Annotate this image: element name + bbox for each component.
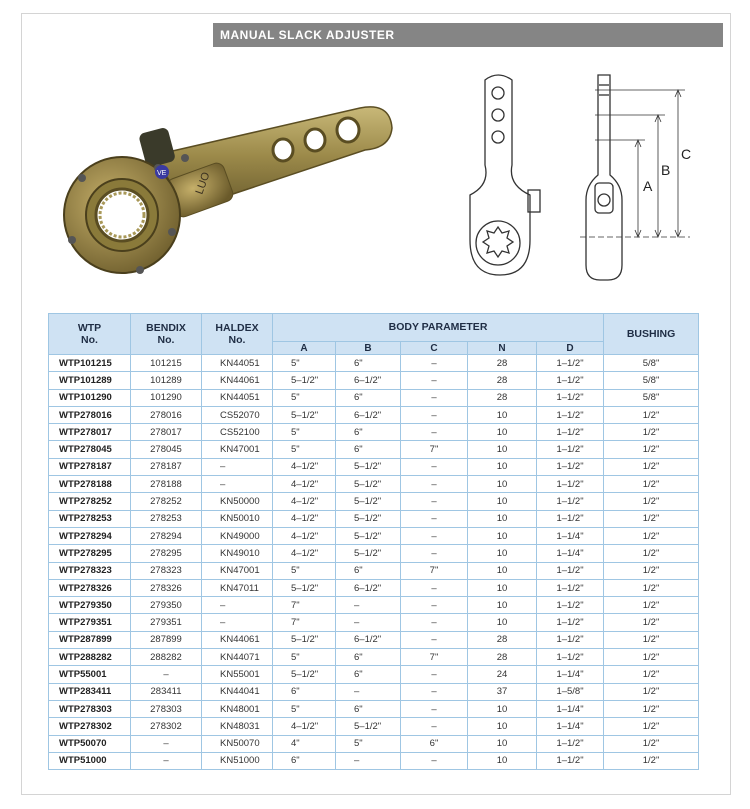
haldex-no: KN44071	[202, 649, 273, 666]
param-c: –	[401, 406, 468, 423]
param-b: 5–1/2"	[336, 510, 401, 527]
bendix-no: 278323	[131, 562, 202, 579]
param-b: 6"	[336, 562, 401, 579]
param-d: 1–1/2"	[537, 458, 604, 475]
haldex-no: KN47001	[202, 441, 273, 458]
haldex-no: KN50010	[202, 510, 273, 527]
param-a: 7"	[273, 614, 336, 631]
wtp-no: WTP278323	[49, 562, 131, 579]
haldex-no: KN48031	[202, 718, 273, 735]
param-d: 1–1/2"	[537, 355, 604, 372]
param-c: –	[401, 545, 468, 562]
param-a: 5"	[273, 389, 336, 406]
param-b: 6"	[336, 389, 401, 406]
sub-header-n: N	[468, 342, 537, 355]
param-n: 10	[468, 700, 537, 717]
wtp-no: WTP278188	[49, 476, 131, 493]
param-c: –	[401, 372, 468, 389]
param-a: 5–1/2"	[273, 372, 336, 389]
haldex-no: KN44051	[202, 389, 273, 406]
col-header-bendix: BENDIX No.	[131, 314, 202, 355]
bushing: 1/2"	[604, 545, 699, 562]
wtp-no: WTP283411	[49, 683, 131, 700]
bendix-no: 279351	[131, 614, 202, 631]
param-d: 1–1/2"	[537, 493, 604, 510]
param-a: 5"	[273, 441, 336, 458]
bendix-no: –	[131, 735, 202, 752]
bendix-no: 278326	[131, 579, 202, 596]
bushing: 1/2"	[604, 406, 699, 423]
param-b: 5–1/2"	[336, 718, 401, 735]
param-d: 1–1/2"	[537, 510, 604, 527]
bushing: 1/2"	[604, 683, 699, 700]
param-d: 1–1/4"	[537, 718, 604, 735]
bendix-no: –	[131, 752, 202, 769]
param-b: 6"	[336, 649, 401, 666]
table-row	[49, 545, 699, 562]
param-c: –	[401, 424, 468, 441]
bushing: 1/2"	[604, 700, 699, 717]
param-b: 5–1/2"	[336, 458, 401, 475]
param-a: 5"	[273, 700, 336, 717]
wtp-no: WTP278302	[49, 718, 131, 735]
param-n: 10	[468, 614, 537, 631]
wtp-no: WTP278303	[49, 700, 131, 717]
sub-header-a: A	[273, 342, 336, 355]
param-d: 1–1/4"	[537, 545, 604, 562]
param-n: 10	[468, 735, 537, 752]
table-row	[49, 649, 699, 666]
param-n: 10	[468, 493, 537, 510]
haldex-no: –	[202, 458, 273, 475]
param-c: 7"	[401, 441, 468, 458]
bendix-no: 279350	[131, 597, 202, 614]
param-b: 6–1/2"	[336, 406, 401, 423]
param-c: –	[401, 666, 468, 683]
wtp-no: WTP278252	[49, 493, 131, 510]
bushing: 1/2"	[604, 718, 699, 735]
param-b: –	[336, 614, 401, 631]
param-a: 7"	[273, 597, 336, 614]
param-b: 6"	[336, 355, 401, 372]
haldex-no: KN47001	[202, 562, 273, 579]
param-n: 10	[468, 510, 537, 527]
param-c: –	[401, 458, 468, 475]
table-row	[49, 493, 699, 510]
param-n: 10	[468, 424, 537, 441]
part-marking: LUO	[193, 170, 213, 197]
table-row	[49, 718, 699, 735]
param-a: 4–1/2"	[273, 545, 336, 562]
param-c: –	[401, 752, 468, 769]
param-n: 28	[468, 389, 537, 406]
haldex-no: CS52100	[202, 424, 273, 441]
bendix-no: 278303	[131, 700, 202, 717]
haldex-no: KN47011	[202, 579, 273, 596]
bushing: 1/2"	[604, 579, 699, 596]
param-c: –	[401, 631, 468, 648]
param-a: 5–1/2"	[273, 406, 336, 423]
bushing: 1/2"	[604, 666, 699, 683]
param-b: 5"	[336, 735, 401, 752]
bushing: 1/2"	[604, 493, 699, 510]
bendix-no: –	[131, 666, 202, 683]
table-row	[49, 579, 699, 596]
param-a: 4–1/2"	[273, 458, 336, 475]
param-b: 5–1/2"	[336, 476, 401, 493]
bendix-no: 278045	[131, 441, 202, 458]
bushing: 1/2"	[604, 735, 699, 752]
bendix-no: 288282	[131, 649, 202, 666]
param-n: 28	[468, 355, 537, 372]
wtp-no: WTP278017	[49, 424, 131, 441]
table-row	[49, 424, 699, 441]
dimension-drawing	[450, 65, 700, 300]
col-header-wtp: WTP No.	[49, 314, 131, 355]
table-row	[49, 406, 699, 423]
bushing: 1/2"	[604, 752, 699, 769]
haldex-no: –	[202, 614, 273, 631]
wtp-no: WTP50070	[49, 735, 131, 752]
table-row	[49, 614, 699, 631]
wtp-no: WTP101290	[49, 389, 131, 406]
haldex-no: KN44061	[202, 372, 273, 389]
wtp-no: WTP278016	[49, 406, 131, 423]
col-header-haldex: HALDEX No.	[202, 314, 273, 355]
param-c: –	[401, 579, 468, 596]
bendix-no: 278295	[131, 545, 202, 562]
param-a: 4–1/2"	[273, 476, 336, 493]
sub-header-d: D	[537, 342, 604, 355]
table-row	[49, 735, 699, 752]
wtp-no: WTP279350	[49, 597, 131, 614]
page-title: MANUAL SLACK ADJUSTER	[213, 23, 723, 47]
wtp-no: WTP55001	[49, 666, 131, 683]
haldex-no: KN44041	[202, 683, 273, 700]
haldex-no: KN49010	[202, 545, 273, 562]
param-c: –	[401, 355, 468, 372]
param-c: –	[401, 718, 468, 735]
param-b: 5–1/2"	[336, 527, 401, 544]
bushing: 5/8"	[604, 372, 699, 389]
table-row	[49, 562, 699, 579]
param-c: –	[401, 493, 468, 510]
param-a: 5"	[273, 424, 336, 441]
param-n: 28	[468, 631, 537, 648]
param-n: 28	[468, 649, 537, 666]
param-a: 6"	[273, 683, 336, 700]
table-row	[49, 389, 699, 406]
param-c: –	[401, 700, 468, 717]
wtp-no: WTP278187	[49, 458, 131, 475]
param-a: 5–1/2"	[273, 666, 336, 683]
table-row	[49, 441, 699, 458]
param-a: 5"	[273, 649, 336, 666]
bushing: 5/8"	[604, 389, 699, 406]
param-c: –	[401, 527, 468, 544]
param-b: –	[336, 683, 401, 700]
table-row	[49, 683, 699, 700]
wtp-no: WTP288282	[49, 649, 131, 666]
table-row	[49, 372, 699, 389]
bendix-no: 278252	[131, 493, 202, 510]
wtp-no: WTP51000	[49, 752, 131, 769]
param-c: 7"	[401, 562, 468, 579]
param-b: 5–1/2"	[336, 545, 401, 562]
bushing: 1/2"	[604, 476, 699, 493]
param-n: 24	[468, 666, 537, 683]
param-a: 5"	[273, 562, 336, 579]
param-n: 10	[468, 545, 537, 562]
param-a: 4–1/2"	[273, 718, 336, 735]
param-c: –	[401, 476, 468, 493]
haldex-no: KN48001	[202, 700, 273, 717]
param-d: 1–1/2"	[537, 597, 604, 614]
param-d: 1–1/2"	[537, 441, 604, 458]
bushing: 1/2"	[604, 562, 699, 579]
wtp-no: WTP278253	[49, 510, 131, 527]
wtp-no: WTP279351	[49, 614, 131, 631]
bushing: 5/8"	[604, 355, 699, 372]
bendix-no: 278294	[131, 527, 202, 544]
bendix-no: 283411	[131, 683, 202, 700]
bushing: 1/2"	[604, 510, 699, 527]
bendix-no: 278302	[131, 718, 202, 735]
param-a: 4"	[273, 735, 336, 752]
param-n: 10	[468, 718, 537, 735]
wtp-no: WTP278045	[49, 441, 131, 458]
haldex-no: KN44051	[202, 355, 273, 372]
badge-text: VE	[157, 170, 167, 177]
param-d: 1–1/2"	[537, 372, 604, 389]
haldex-no: KN50070	[202, 735, 273, 752]
col-header-body-parameter: BODY PARAMETER	[273, 314, 604, 342]
haldex-no: KN49000	[202, 527, 273, 544]
param-n: 37	[468, 683, 537, 700]
param-d: 1–1/2"	[537, 562, 604, 579]
table-row	[49, 527, 699, 544]
param-d: 1–1/2"	[537, 579, 604, 596]
param-n: 28	[468, 372, 537, 389]
param-b: 6"	[336, 424, 401, 441]
param-d: 1–1/2"	[537, 614, 604, 631]
spec-table	[48, 313, 699, 770]
param-d: 1–1/2"	[537, 649, 604, 666]
table-row	[49, 666, 699, 683]
wtp-no: WTP287899	[49, 631, 131, 648]
table-row	[49, 597, 699, 614]
sub-header-b: B	[336, 342, 401, 355]
param-b: 6"	[336, 666, 401, 683]
param-b: 5–1/2"	[336, 493, 401, 510]
bendix-no: 101289	[131, 372, 202, 389]
param-a: 5"	[273, 355, 336, 372]
bendix-no: 278187	[131, 458, 202, 475]
bendix-no: 287899	[131, 631, 202, 648]
param-d: 1–1/4"	[537, 527, 604, 544]
param-n: 10	[468, 458, 537, 475]
param-c: –	[401, 389, 468, 406]
haldex-no: CS52070	[202, 406, 273, 423]
param-n: 10	[468, 752, 537, 769]
param-d: 1–1/2"	[537, 735, 604, 752]
table-row	[49, 476, 699, 493]
param-c: –	[401, 597, 468, 614]
param-a: 4–1/2"	[273, 493, 336, 510]
param-b: 6"	[336, 700, 401, 717]
param-n: 10	[468, 476, 537, 493]
wtp-no: WTP278294	[49, 527, 131, 544]
bushing: 1/2"	[604, 527, 699, 544]
param-a: 5–1/2"	[273, 631, 336, 648]
param-n: 10	[468, 562, 537, 579]
param-d: 1–1/2"	[537, 476, 604, 493]
wtp-no: WTP278326	[49, 579, 131, 596]
slack-adjuster-photo	[60, 100, 405, 300]
wtp-no: WTP278295	[49, 545, 131, 562]
table-row	[49, 700, 699, 717]
param-d: 1–1/2"	[537, 631, 604, 648]
table-row	[49, 510, 699, 527]
col-header-bushing: BUSHING	[604, 314, 699, 355]
param-n: 10	[468, 579, 537, 596]
haldex-no: KN44061	[202, 631, 273, 648]
table-row	[49, 631, 699, 648]
bendix-no: 101290	[131, 389, 202, 406]
bushing: 1/2"	[604, 441, 699, 458]
haldex-no: KN50000	[202, 493, 273, 510]
dim-label-a: A	[643, 178, 653, 194]
param-d: 1–1/4"	[537, 666, 604, 683]
table-row	[49, 355, 699, 372]
param-b: 6–1/2"	[336, 372, 401, 389]
param-a: 4–1/2"	[273, 510, 336, 527]
param-d: 1–1/2"	[537, 406, 604, 423]
bendix-no: 278017	[131, 424, 202, 441]
bushing: 1/2"	[604, 631, 699, 648]
param-b: 6–1/2"	[336, 579, 401, 596]
table-row	[49, 458, 699, 475]
bushing: 1/2"	[604, 614, 699, 631]
table-row	[49, 752, 699, 769]
param-n: 10	[468, 441, 537, 458]
param-b: 6–1/2"	[336, 631, 401, 648]
param-n: 10	[468, 527, 537, 544]
param-c: –	[401, 614, 468, 631]
bendix-no: 101215	[131, 355, 202, 372]
sub-header-c: C	[401, 342, 468, 355]
bushing: 1/2"	[604, 458, 699, 475]
param-d: 1–1/2"	[537, 424, 604, 441]
haldex-no: KN55001	[202, 666, 273, 683]
bushing: 1/2"	[604, 649, 699, 666]
wtp-no: WTP101289	[49, 372, 131, 389]
haldex-no: –	[202, 597, 273, 614]
param-c: –	[401, 683, 468, 700]
param-n: 10	[468, 597, 537, 614]
dim-label-c: C	[681, 146, 692, 162]
haldex-no: –	[202, 476, 273, 493]
param-b: 6"	[336, 441, 401, 458]
param-d: 1–1/2"	[537, 389, 604, 406]
param-a: 6"	[273, 752, 336, 769]
dim-label-b: B	[661, 162, 671, 178]
param-d: 1–1/2"	[537, 752, 604, 769]
param-c: 7"	[401, 649, 468, 666]
haldex-no: KN51000	[202, 752, 273, 769]
param-a: 4–1/2"	[273, 527, 336, 544]
bushing: 1/2"	[604, 597, 699, 614]
param-b: –	[336, 752, 401, 769]
param-c: 6"	[401, 735, 468, 752]
param-a: 5–1/2"	[273, 579, 336, 596]
bushing: 1/2"	[604, 424, 699, 441]
param-d: 1–1/4"	[537, 700, 604, 717]
param-n: 10	[468, 406, 537, 423]
bendix-no: 278253	[131, 510, 202, 527]
param-b: –	[336, 597, 401, 614]
param-d: 1–5/8"	[537, 683, 604, 700]
param-c: –	[401, 510, 468, 527]
bendix-no: 278016	[131, 406, 202, 423]
wtp-no: WTP101215	[49, 355, 131, 372]
bendix-no: 278188	[131, 476, 202, 493]
